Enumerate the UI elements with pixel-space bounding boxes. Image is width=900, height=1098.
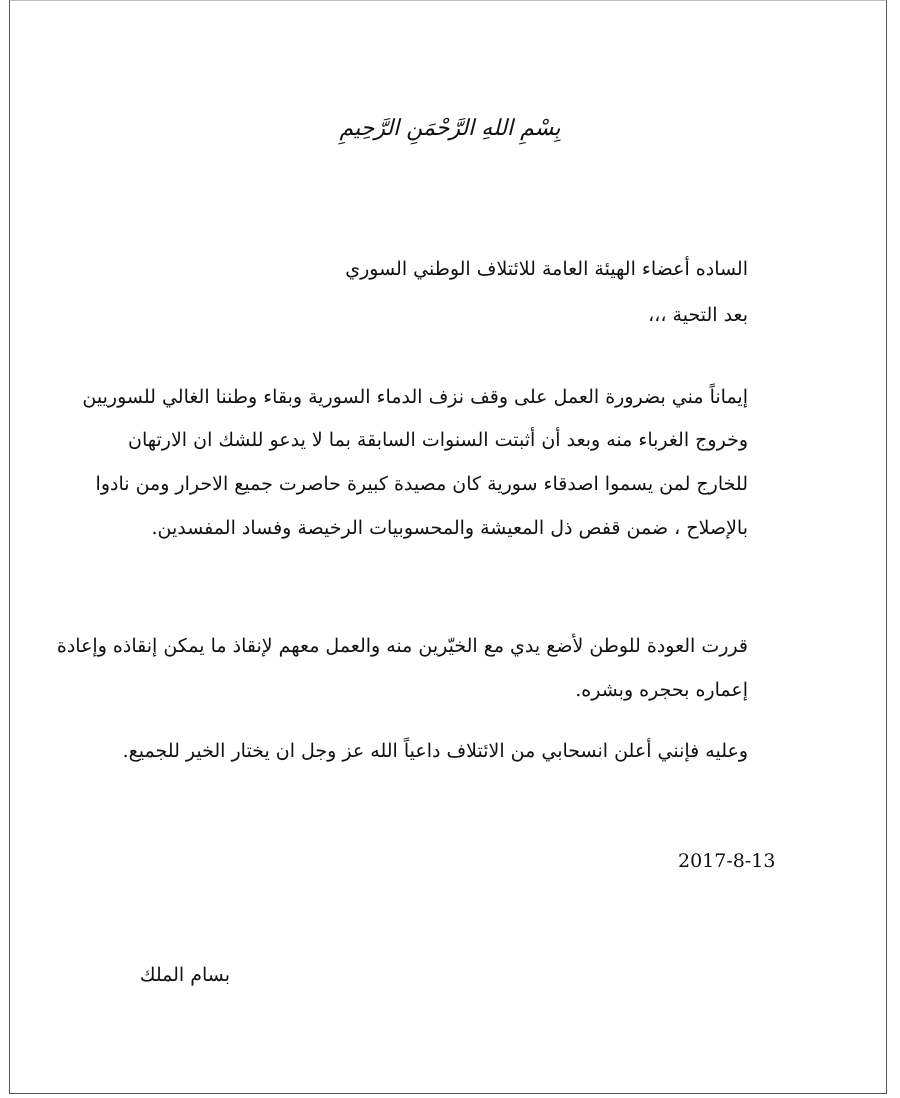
signature-name: بسام الملك xyxy=(139,964,230,986)
paragraph-1-line-2: وخروج الغرباء منه وبعد أن أثبتت السنوات السابقة بما لا يدعو للشك ان الارتهان xyxy=(128,429,748,451)
basmala-heading: بِسْمِ اللهِ الرَّحْمَنِ الرَّحِيمِ xyxy=(339,116,561,141)
letter-date: 2017-8-13 xyxy=(678,850,776,872)
paragraph-1-line-1: إيماناً مني بضرورة العمل على وقف نزف الدماء السورية وبقاء وطننا الغالي للسوريين xyxy=(82,386,748,408)
paragraph-2-line-2: إعماره بحجره وبشره. xyxy=(575,679,748,701)
paragraph-2-line-1: قررت العودة للوطن لأضع يدي مع الخيّرين منه والعمل معهم لإنقاذ ما يمكن إنقاذه وإعادة xyxy=(56,635,748,657)
paragraph-1-line-3: للخارج لمن يسموا اصدقاء سورية كان مصيدة كبيرة حاصرت جميع الاحرار ومن نادوا xyxy=(95,473,748,495)
paragraph-1-line-4: بالإصلاح ، ضمن قفص ذل المعيشة والمحسوبيات الرخيصة وفساد المفسدين. xyxy=(151,517,748,539)
greeting-line: بعد التحية ،،، xyxy=(648,304,748,326)
paragraph-3: وعليه فإنني أعلن انسحابي من الائتلاف داعياً الله عز وجل ان يختار الخير للجميع. xyxy=(122,740,748,762)
letter-page xyxy=(9,0,887,1094)
addressee-line: الساده أعضاء الهيئة العامة للائتلاف الوطني السوري xyxy=(345,258,748,280)
